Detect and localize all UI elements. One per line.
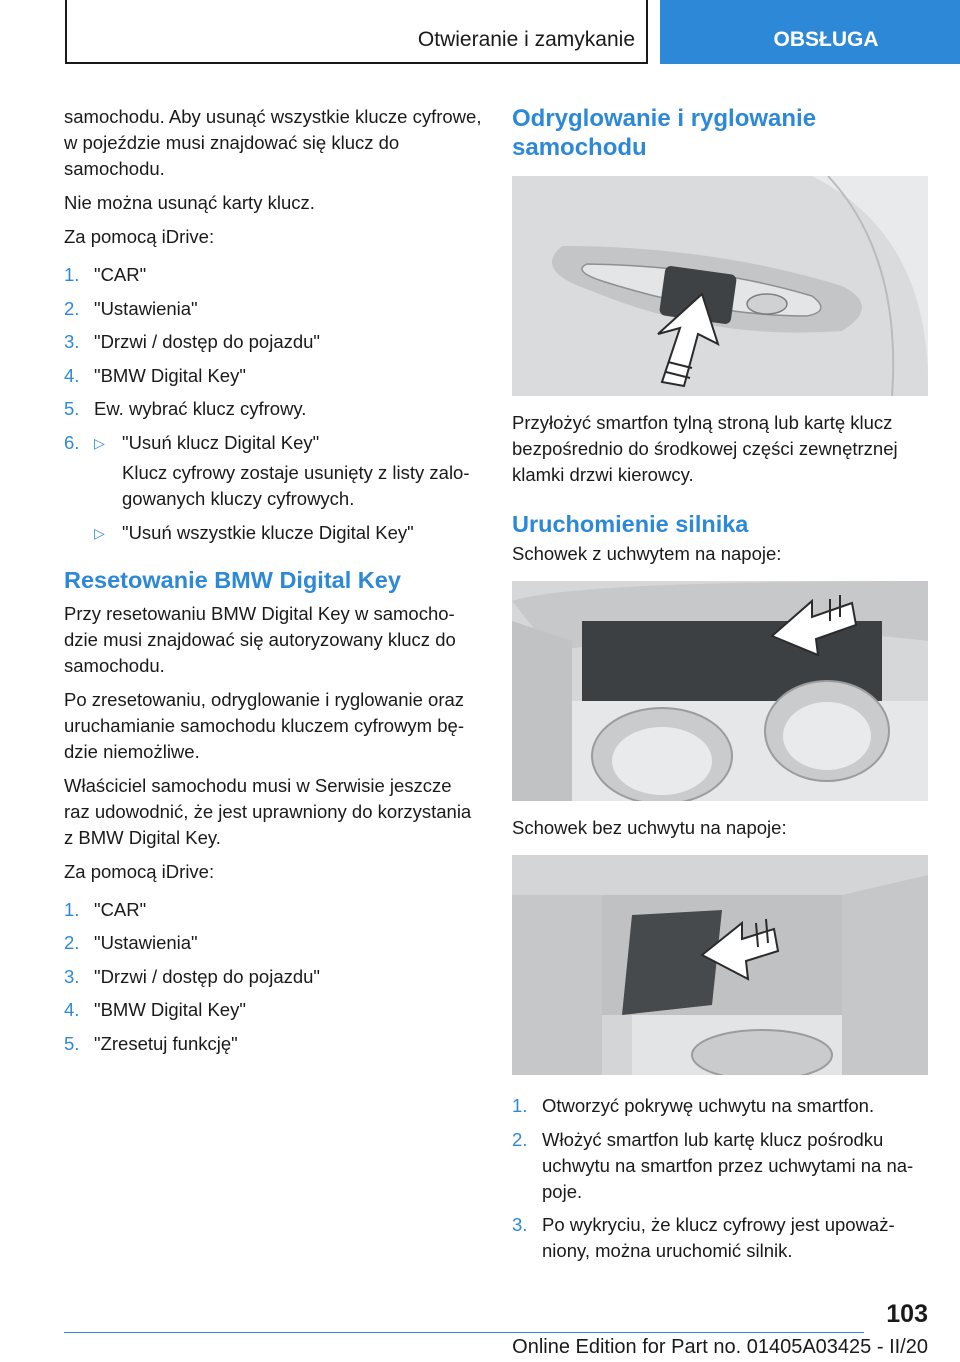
step6-options	[94, 430, 482, 546]
list-item: 1. "CAR"	[64, 264, 147, 285]
door-handle-illustration	[512, 176, 928, 396]
page-number: 103	[886, 1300, 928, 1328]
intro-paragraph: samochodu. Aby usunąć wszystkie klucze cyfrowe, w pojeździe musi znajdować się klucz do samochodu.	[64, 106, 482, 179]
list-item: 4. "BMW Digital Key"	[64, 999, 246, 1020]
steps-remove	[64, 262, 482, 546]
footer-divider	[64, 1332, 864, 1333]
reset-paragraph-3: Właściciel samochodu musi w Serwisie jeszcze raz udowodnić, że jest uprawniony do korzystania z BMW Digital Key.	[64, 774, 472, 848]
tray-without-holder-caption: Schowek bez uchwytu na napoje:	[512, 817, 787, 838]
tray-with-holder-illustration	[512, 581, 928, 801]
reset-idrive-label: Za pomocą iDrive:	[64, 860, 215, 882]
edition-text: Online Edition for Part no. 01405A03425 - II/20	[512, 1336, 928, 1358]
left-column	[64, 104, 482, 1064]
option-note: Klucz cyfrowy zostaje usunięty z listy zalogowanych kluczy cyfrowych.	[122, 461, 470, 509]
list-item: 3. Po wykryciu, że klucz cyfrowy jest upoważniony, można uruchomić silnik.	[512, 1214, 895, 1261]
steps-start	[512, 1093, 928, 1264]
list-item: 2. Włożyć smartfon lub kartę klucz pośrodku uchwytu na smartfon przez uchwytami na napoje.	[512, 1128, 914, 1202]
reset-heading: Resetowanie BMW Digital Key	[64, 566, 401, 593]
tray-without-holder-figure	[512, 855, 928, 1075]
list-item: 6. ▷ "Usuń klucz Digital Key" Klucz cyfrowy zostaje usunięty z listy zalogowanych kluczy cyfrowych. ▷ "Usuń wszystkie klucze Digital Key"	[64, 430, 482, 546]
list-item: 1. Otworzyć pokrywę uchwytu na smartfon.	[512, 1095, 875, 1116]
list-item: 3. "Drzwi / dostęp do pojazdu"	[64, 965, 321, 987]
tray-without-holder-illustration	[512, 855, 928, 1075]
unlock-heading: Odryglowanie i ryglowanie samochodu	[512, 105, 817, 161]
tray-with-holder-figure	[512, 581, 928, 801]
list-item: 5. "Zresetuj funkcję"	[64, 1032, 238, 1054]
list-item: 1. "CAR"	[64, 898, 147, 920]
steps-reset	[64, 897, 482, 1057]
reset-paragraph-1: Przy resetowaniu BMW Digital Key w samochodzie musi znajdować się autoryzowany klucz do samochodu.	[64, 602, 456, 676]
tray-with-holder-caption: Schowek z uchwytem na napoje:	[512, 543, 782, 564]
unlock-text: Przyłożyć smartfon tylną stroną lub kartę klucz bezpośrednio do środkowej części zewnętrznej klamki drzwi kierowcy.	[512, 412, 898, 485]
list-item: 5. Ew. wybrać klucz cyfrowy.	[64, 398, 307, 419]
right-column	[512, 104, 928, 1272]
start-heading: Uruchomienie silnika	[512, 511, 749, 537]
idrive-label: Za pomocą iDrive:	[64, 226, 215, 247]
list-item: 2. "Ustawienia"	[64, 297, 198, 319]
chapter-title: OBSŁUGA	[660, 0, 960, 64]
section-title: Otwieranie i zamykanie	[417, 28, 635, 51]
reset-paragraph-2: Po zresetowaniu, odryglowanie i ryglowanie oraz uruchamianie samochodu kluczem cyfrowym będzie niemożliwe.	[64, 688, 465, 762]
option-item: ▷ "Usuń klucz Digital Key" Klucz cyfrowy zostaje usunięty z listy zalogowanych kluczy cyfrowych.	[94, 430, 482, 512]
triangle-icon: ▷	[94, 524, 105, 541]
list-item: 2. "Ustawienia"	[64, 932, 198, 953]
list-item: 3. "Drzwi / dostęp do pojazdu"	[64, 331, 321, 352]
list-item: 4. "BMW Digital Key"	[64, 364, 246, 386]
triangle-icon: ▷	[94, 434, 105, 451]
option-item: ▷ "Usuń wszystkie klucze Digital Key"	[94, 520, 482, 546]
note: Nie można usunąć karty klucz.	[64, 192, 315, 213]
door-handle-figure	[512, 176, 928, 396]
